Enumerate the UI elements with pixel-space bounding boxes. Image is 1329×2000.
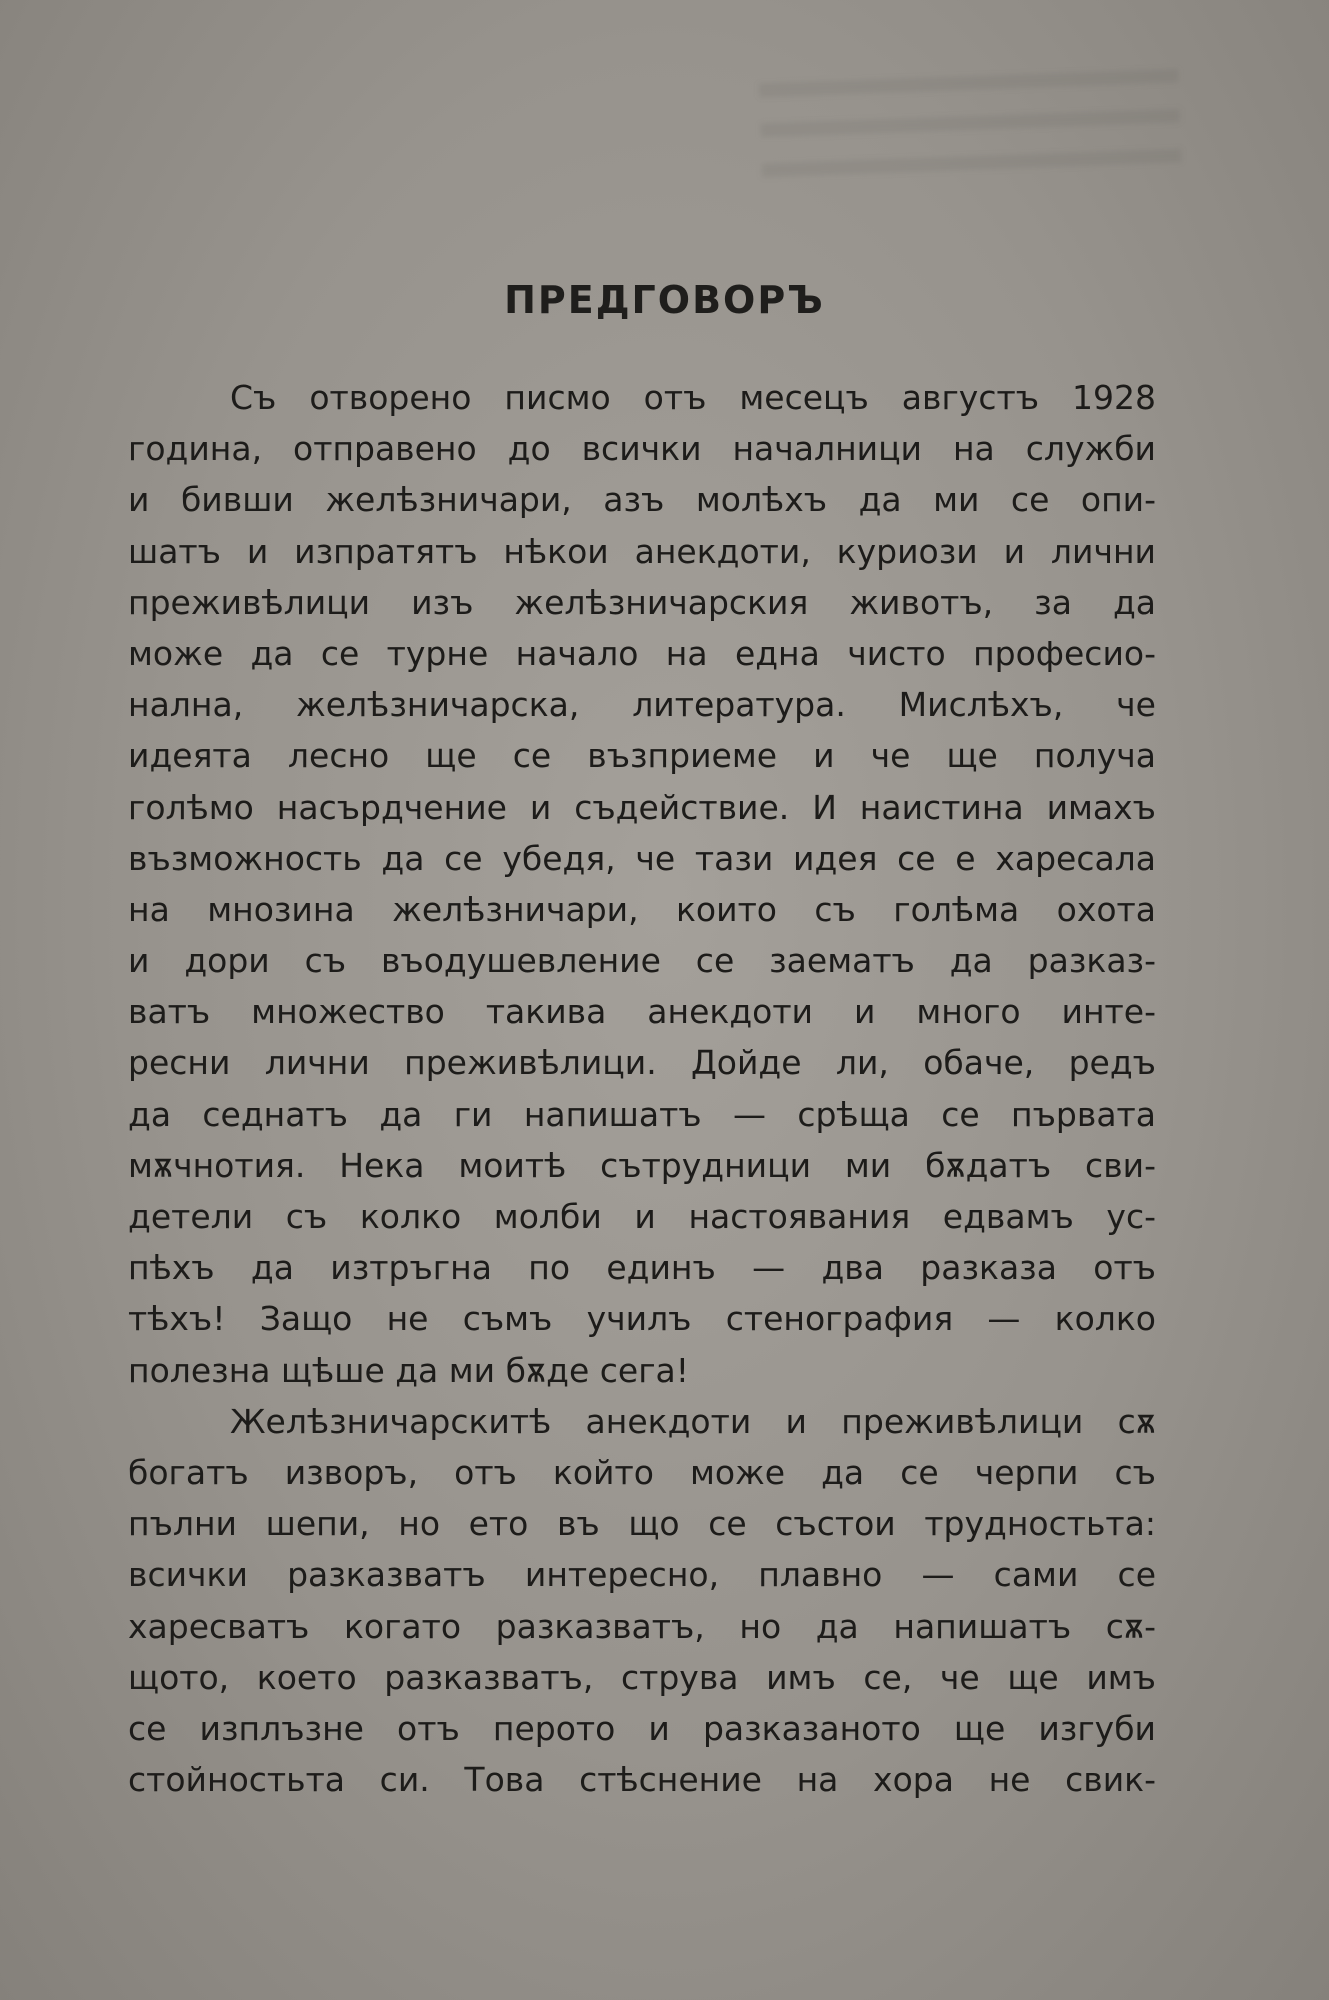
text-line: ресни лични преживѣлици. Дойде ли, обаче, редъ — [128, 1043, 1156, 1083]
text-line: може да се турне начало на една чисто професио- — [128, 633, 1156, 673]
text-line: преживѣлици изъ желѣзничарския животъ, за да — [128, 582, 1156, 622]
text-line: Съ отворено писмо отъ месецъ августъ 1928 — [230, 378, 1156, 417]
text-line: пълни шепи, но ето въ що се състои трудностьта: — [128, 1504, 1156, 1544]
text-line: идеята лесно ще се възприеме и че ще получа — [128, 736, 1156, 776]
text-line: щото, което разказватъ, струва имъ се, че ще имъ — [128, 1657, 1156, 1697]
bleed-through-text — [758, 53, 1182, 178]
text-line: мѫчнотия. Нека моитѣ сътрудници ми бѫдатъ сви- — [128, 1145, 1156, 1185]
text-line: на мнозина желѣзничари, които съ голѣма охота — [128, 889, 1156, 929]
text-line: шатъ и изпратятъ нѣкои анекдоти, куриози и лични — [128, 531, 1156, 571]
text-line: и бивши желѣзничари, азъ молѣхъ да ми се опи- — [128, 480, 1156, 520]
text-line: нална, желѣзничарска, литература. Мислѣхъ, че — [128, 685, 1156, 725]
text-line: ватъ множество такива анекдоти и много инте- — [128, 992, 1156, 1032]
text-line: възможность да се убедя, че тази идея се е харесала — [128, 838, 1156, 878]
text-line: година, отправено до всички началници на служби — [128, 429, 1156, 469]
page-title: ПРЕДГОВОРЪ — [504, 278, 825, 322]
body-text — [128, 372, 1156, 1805]
text-line: голѣмо насърдчение и съдействие. И наистина имахъ — [128, 787, 1156, 827]
text-line: богатъ изворъ, отъ който може да се черпи съ — [128, 1452, 1156, 1492]
text-line: детели съ колко молби и настоявания едвамъ ус- — [128, 1197, 1156, 1236]
text-line: да седнатъ да ги напишатъ — срѣща се първата — [128, 1094, 1156, 1134]
text-line: всички разказватъ интересно, плавно — сами се — [128, 1555, 1156, 1595]
text-line: и дори съ въодушевление се заематъ да разказ- — [128, 941, 1156, 981]
text-line: се изплъзне отъ перото и разказаното ще изгуби — [128, 1708, 1156, 1748]
text-line: тѣхъ! Защо не съмъ училъ стенография — колко — [128, 1299, 1156, 1339]
text-line: харесватъ когато разказватъ, но да напишатъ сѫ- — [128, 1606, 1156, 1646]
text-line: полезна щѣше да ми бѫде сега! — [128, 1350, 689, 1390]
text-line: Желѣзничарскитѣ анекдоти и преживѣлици сѫ — [230, 1401, 1156, 1441]
text-line: стойностьта си. Това стѣснение на хора не свик- — [128, 1760, 1156, 1800]
text-line: пѣхъ да изтръгна по единъ — два разказа отъ — [128, 1248, 1156, 1288]
